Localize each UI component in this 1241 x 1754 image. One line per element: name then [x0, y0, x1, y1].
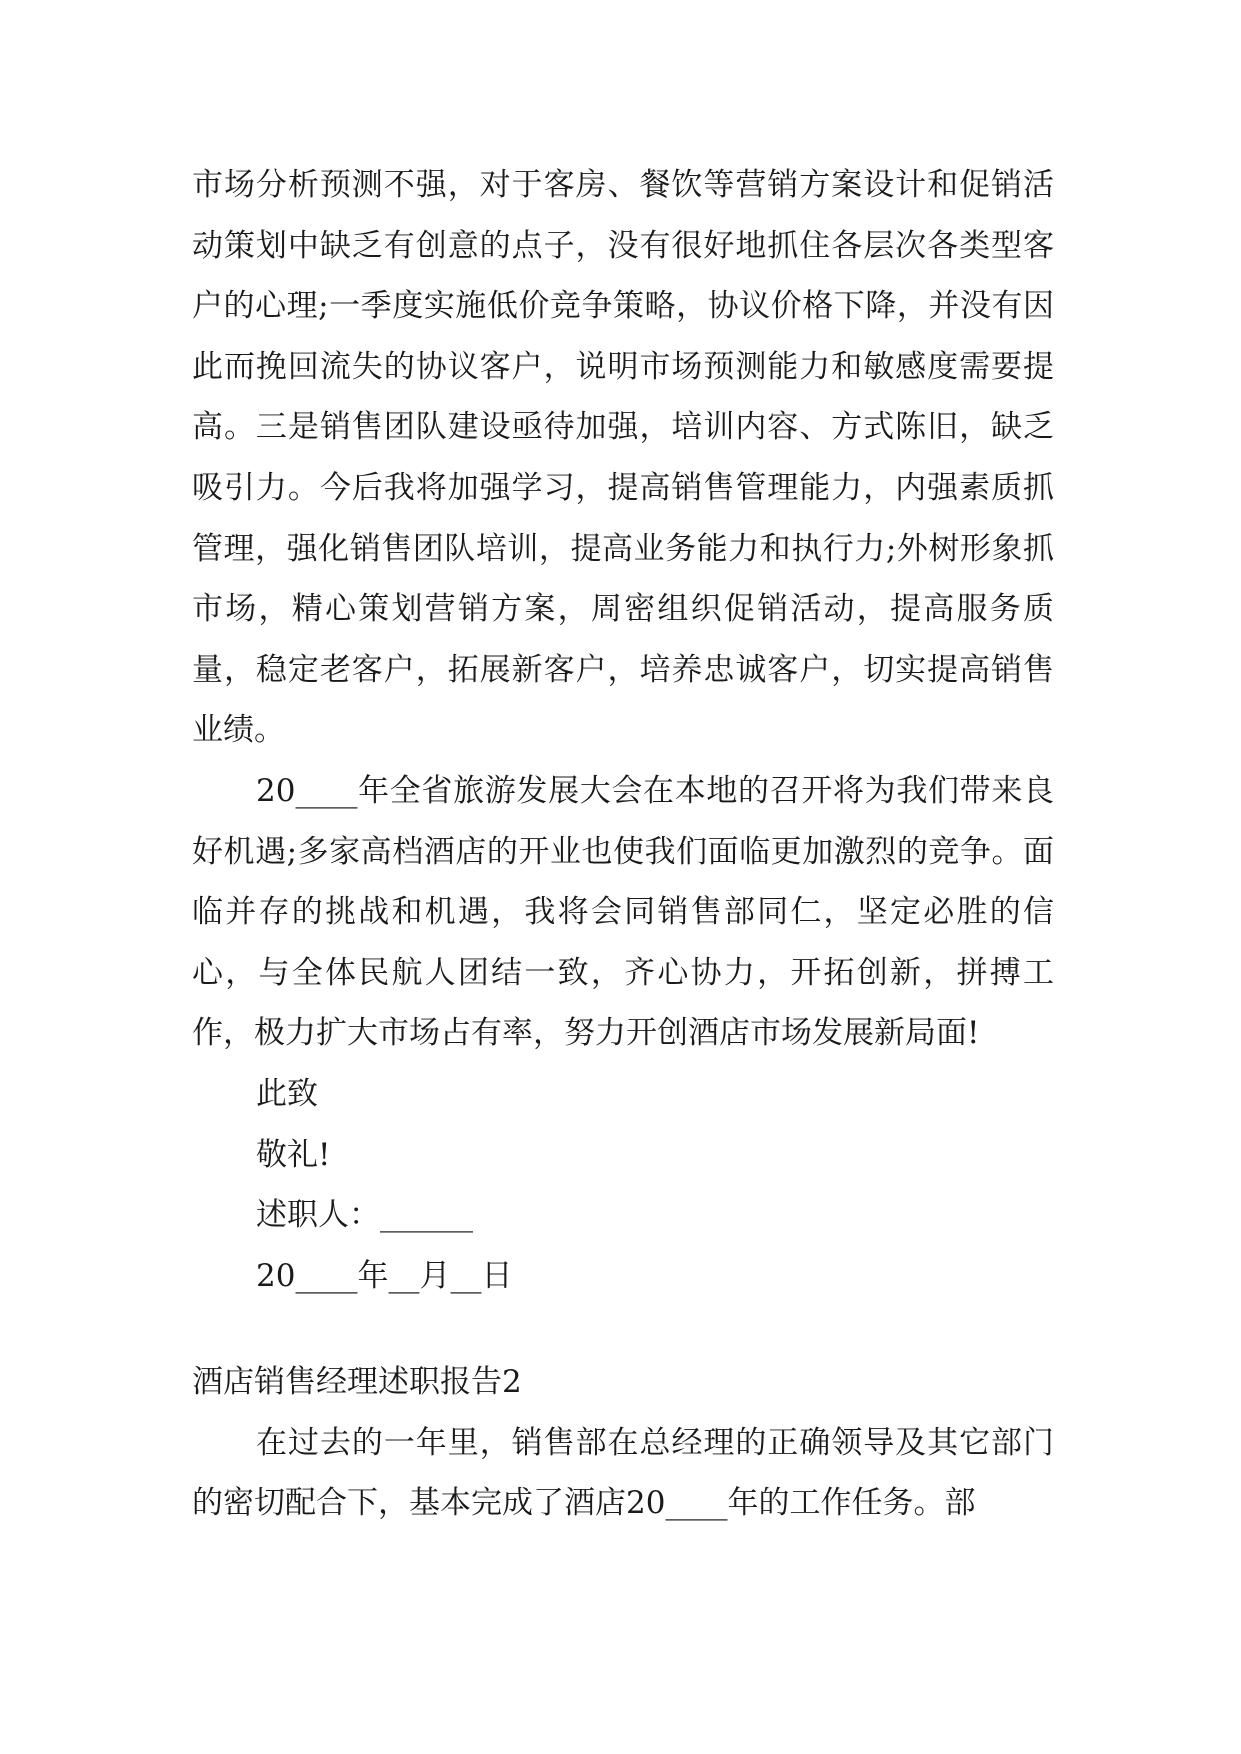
section-title: 酒店销售经理述职报告2	[192, 1364, 522, 1401]
signature-line: 述职人：______	[256, 1197, 473, 1234]
body-paragraph: 在过去的一年里，销售部在总经理的正确领导及其它部门的密切配合下，基本完成了酒店20____年的工作任务。部	[192, 1424, 1054, 1522]
date-line: 20____年__月__日	[256, 1257, 513, 1294]
body-paragraph: 20____年全省旅游发展大会在本地的召开将为我们带来良好机遇;多家高档酒店的开业也使我们面临更加激烈的竞争。面临并存的挑战和机遇，我将会同销售部同仁，坚定必胜的信心，与全体民航人团结一致，齐心协力，开拓创新，拼搏工作，极力扩大市场占有率，努力开创酒店市场发展新局面!	[192, 772, 1054, 1052]
closing-salutation: 此致	[256, 1075, 318, 1112]
closing-regards: 敬礼!	[256, 1136, 331, 1173]
body-paragraph: 市场分析预测不强，对于客房、餐饮等营销方案设计和促销活动策划中缺乏有创意的点子，没有很好地抓住各层次各类型客户的心理;一季度实施低价竞争策略，协议价格下降，并没有因此而挽回流失的协议客户，说明市场预测能力和敏感度需要提高。三是销售团队建设亟待加强，培训内容、方式陈旧，缺乏吸引力。今后我将加强学习，提高销售管理能力，内强素质抓管理，强化销售团队培训，提高业务能力和执行力;外树形象抓市场，精心策划营销方案，周密组织促销活动，提高服务质量，稳定老客户，拓展新客户，培养忠诚客户，切实提高销售业绩。	[192, 167, 1054, 749]
document-body	[192, 155, 1054, 1534]
